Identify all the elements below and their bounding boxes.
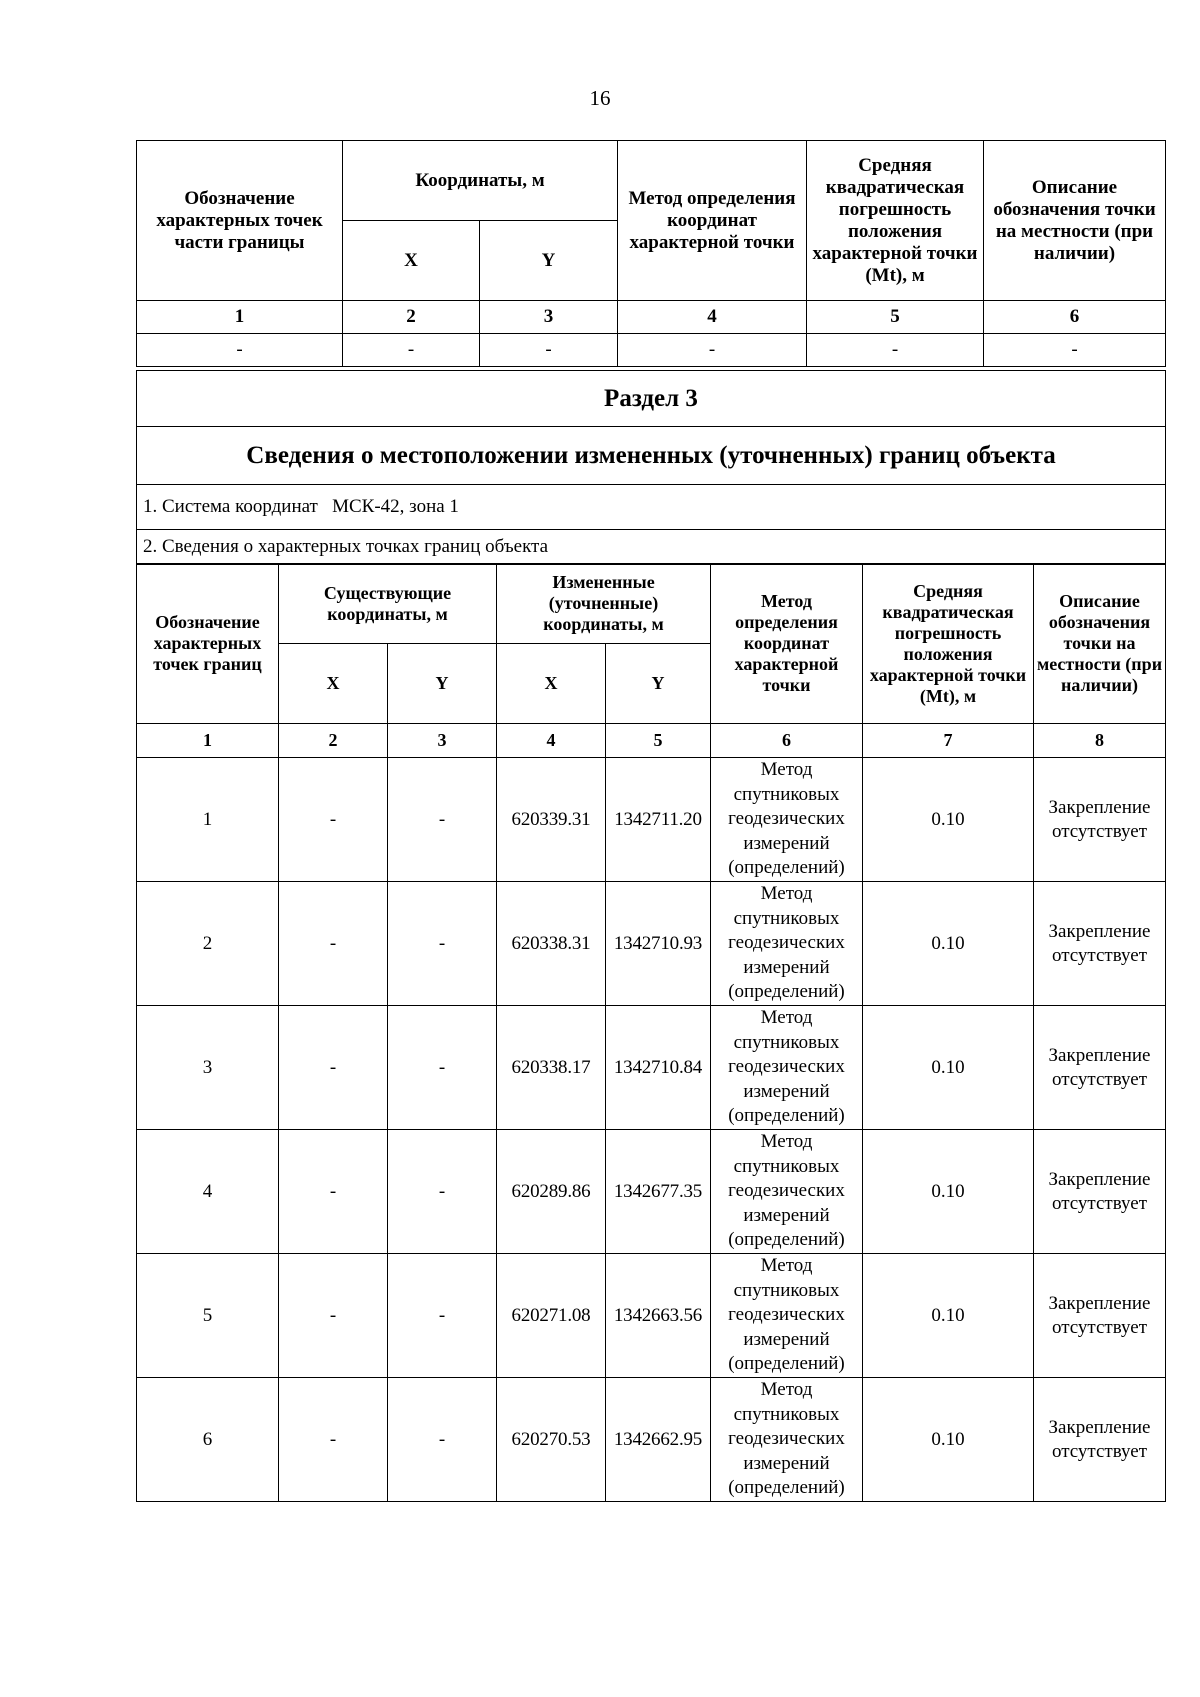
description-cell: Закрепление отсутствует (1034, 1378, 1166, 1502)
changed-x-cell: 620271.08 (497, 1254, 606, 1378)
header-existing-y: Y (388, 644, 497, 724)
header-error: Средняя квадратическая погрешность положения характерной точки (Mt), м (863, 564, 1034, 724)
column-number: 4 (618, 301, 807, 334)
point-number-cell: 2 (137, 882, 279, 1006)
changed-y-cell: 1342711.20 (606, 758, 711, 882)
header-designation: Обозначение характерных точек части границы (137, 141, 343, 301)
table-row (137, 882, 1166, 1006)
description-cell: Закрепление отсутствует (1034, 1254, 1166, 1378)
part-boundary-points-table (136, 140, 1166, 367)
column-numbers-row (137, 724, 1166, 758)
header-y: Y (480, 221, 618, 301)
header-method: Метод определения координат характерной точки (618, 141, 807, 301)
changed-x-cell: 620338.31 (497, 882, 606, 1006)
column-number: 2 (279, 724, 388, 758)
cell-value: - (807, 334, 984, 367)
column-number: 3 (480, 301, 618, 334)
cell-value: - (137, 334, 343, 367)
coordinate-system (137, 485, 1166, 530)
header-changed-y: Y (606, 644, 711, 724)
description-cell: Закрепление отсутствует (1034, 1006, 1166, 1130)
header-description: Описание обозначения точки на местности (при наличии) (984, 141, 1166, 301)
table-row (137, 1006, 1166, 1130)
coordinate-system-value: МСК-42, зона 1 (332, 496, 459, 517)
section-title: Раздел 3 (137, 371, 1166, 427)
cell-value: - (618, 334, 807, 367)
method-cell: Метод спутниковых геодезических измерений (определений) (711, 1254, 863, 1378)
column-number: 1 (137, 301, 343, 334)
coordinate-system-label: 1. Система координат (143, 496, 318, 517)
method-cell: Метод спутниковых геодезических измерений (определений) (711, 1378, 863, 1502)
changed-x-cell: 620270.53 (497, 1378, 606, 1502)
existing-x-cell: - (279, 1130, 388, 1254)
existing-y-cell: - (388, 882, 497, 1006)
cell-value: - (343, 334, 480, 367)
method-cell: Метод спутниковых геодезических измерений (определений) (711, 1006, 863, 1130)
error-cell: 0.10 (863, 1130, 1034, 1254)
header-existing-x: X (279, 644, 388, 724)
method-cell: Метод спутниковых геодезических измерений (определений) (711, 882, 863, 1006)
changed-y-cell: 1342677.35 (606, 1130, 711, 1254)
boundary-points-table (136, 563, 1166, 1502)
description-cell: Закрепление отсутствует (1034, 758, 1166, 882)
table-row (137, 1378, 1166, 1502)
header-method: Метод определения координат характерной точки (711, 564, 863, 724)
description-cell: Закрепление отсутствует (1034, 882, 1166, 1006)
description-cell: Закрепление отсутствует (1034, 1130, 1166, 1254)
column-number: 5 (606, 724, 711, 758)
existing-x-cell: - (279, 758, 388, 882)
points-body (137, 758, 1166, 1502)
table-row (137, 758, 1166, 882)
header-description: Описание обозначения точки на местности (при наличии) (1034, 564, 1166, 724)
column-numbers-row (137, 301, 1166, 334)
points-info: 2. Сведения о характерных точках границ объекта (137, 530, 1166, 565)
error-cell: 0.10 (863, 758, 1034, 882)
error-cell: 0.10 (863, 1254, 1034, 1378)
column-number: 6 (711, 724, 863, 758)
column-number: 4 (497, 724, 606, 758)
column-number: 3 (388, 724, 497, 758)
table-row (137, 334, 1166, 367)
header-changed-coordinates: Измененные (уточненные) координаты, м (497, 564, 711, 644)
point-number-cell: 3 (137, 1006, 279, 1130)
header-changed-x: X (497, 644, 606, 724)
changed-y-cell: 1342663.56 (606, 1254, 711, 1378)
existing-x-cell: - (279, 1378, 388, 1502)
point-number-cell: 5 (137, 1254, 279, 1378)
error-cell: 0.10 (863, 882, 1034, 1006)
section-subtitle: Сведения о местоположении измененных (уточненных) границ объекта (137, 427, 1166, 485)
existing-y-cell: - (388, 1254, 497, 1378)
cell-value: - (480, 334, 618, 367)
changed-y-cell: 1342662.95 (606, 1378, 711, 1502)
column-number: 6 (984, 301, 1166, 334)
changed-x-cell: 620289.86 (497, 1130, 606, 1254)
header-existing-coordinates: Существующие координаты, м (279, 564, 497, 644)
column-number: 7 (863, 724, 1034, 758)
point-number-cell: 1 (137, 758, 279, 882)
existing-y-cell: - (388, 758, 497, 882)
header-designation: Обозначение характерных точек границ (137, 564, 279, 724)
existing-x-cell: - (279, 882, 388, 1006)
table-row (137, 1254, 1166, 1378)
existing-y-cell: - (388, 1130, 497, 1254)
changed-y-cell: 1342710.93 (606, 882, 711, 1006)
method-cell: Метод спутниковых геодезических измерений (определений) (711, 758, 863, 882)
method-cell: Метод спутниковых геодезических измерений (определений) (711, 1130, 863, 1254)
cell-value: - (984, 334, 1166, 367)
existing-x-cell: - (279, 1254, 388, 1378)
point-number-cell: 4 (137, 1130, 279, 1254)
column-number: 2 (343, 301, 480, 334)
existing-x-cell: - (279, 1006, 388, 1130)
column-number: 8 (1034, 724, 1166, 758)
existing-y-cell: - (388, 1006, 497, 1130)
section-header (136, 370, 1166, 565)
changed-y-cell: 1342710.84 (606, 1006, 711, 1130)
changed-x-cell: 620339.31 (497, 758, 606, 882)
header-coordinates: Координаты, м (343, 141, 618, 221)
table-row (137, 1130, 1166, 1254)
error-cell: 0.10 (863, 1006, 1034, 1130)
error-cell: 0.10 (863, 1378, 1034, 1502)
point-number-cell: 6 (137, 1378, 279, 1502)
page-number: 16 (589, 86, 611, 110)
header-x: X (343, 221, 480, 301)
column-number: 1 (137, 724, 279, 758)
header-error: Средняя квадратическая погрешность положения характерной точки (Mt), м (807, 141, 984, 301)
changed-x-cell: 620338.17 (497, 1006, 606, 1130)
existing-y-cell: - (388, 1378, 497, 1502)
column-number: 5 (807, 301, 984, 334)
